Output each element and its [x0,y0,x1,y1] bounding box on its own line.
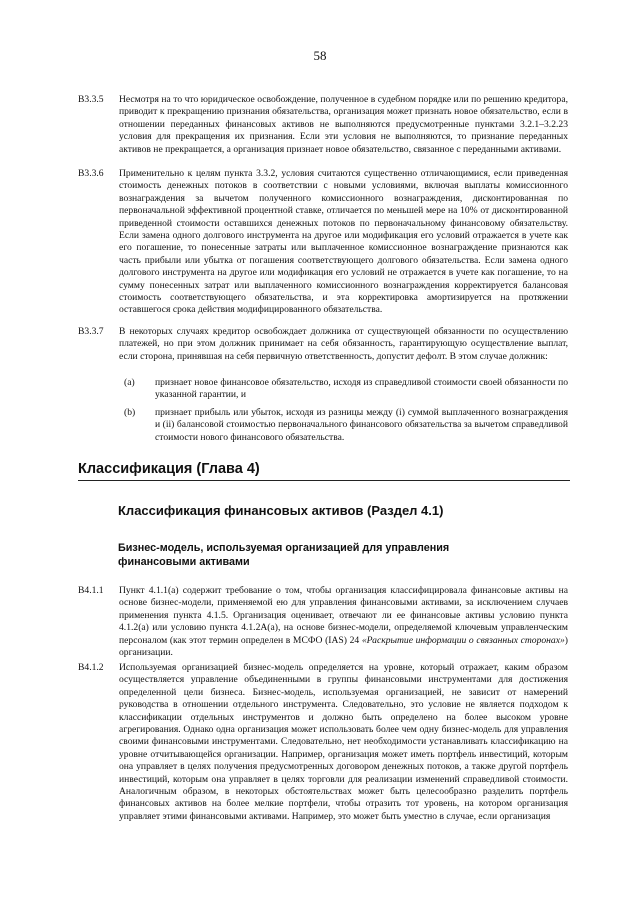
paragraph-b3-3-7 [78,326,568,363]
paragraph-text: В некоторых случаях кредитор освобождает должника от существующей обязанности по осуществлению платежей, но при этом должник принимает на себя обязанность, гарантирующую осуществление выплат, если сторона, принявшая на себя первичную ответственность, допустит дефолт. В этом случае должник: [119,326,568,362]
paragraph-b4-1-2 [78,662,568,823]
subsection-heading: Бизнес-модель, используемая организацией для управления финансовыми активами [118,542,450,568]
paragraph-text: Применительно к целям пункта 3.3.2, условия считаются существенно отличающимися, если приведенная стоимость денежных потоков в соответствии с новыми условиями, включая выплаты комиссионного вознаграждения за вычетом полученного комиссионного вознаграждения, дисконтированная по первоначальной эффективной процентной ставке, отличается по меньшей мере на 10% от дисконтированной приведенной стоимости оставшихся денежных потоков по первоначальному финансовому обязательству. Если замена одного долгового инструмента на другое или модификация его условий отражается в учете как его погашение, то понесенные затраты или выплаченное комиссионное вознаграждение признаются как часть прибыли или убытка от погашения соответствующего долгового обязательства. Если замена одного долгового инструмента на другое или модификация его условий не отражается в учете как погашение, то на сумму понесенных затрат или выплаченного комиссионного вознаграждения корректируется балансовая стоимость соответствующего обязательства, и эта корректировка амортизируется на протяжении оставшегося срока действия модифицированного обязательства. [119,168,568,316]
paragraph-number: B3.3.6 [78,168,104,179]
list-item-a [119,377,568,402]
paragraph-number: B4.1.2 [78,662,104,673]
standard-title: «Раскрытие информации о связанных сторонах» [361,634,565,646]
list-item-text: признает прибыль или убыток, исходя из разницы между (i) суммой выплаченного вознаграждения и (ii) балансовой стоимостью первоначального финансового обязательства за вычетом справедливой стоимости нового финансового обязательства. [155,407,568,443]
paragraph-b4-1-1 [78,585,568,659]
paragraph-b3-3-5 [78,94,568,156]
list-item-label: (b) [124,407,136,418]
paragraph-text-part: Пункт 4.1.1(a) содержит требование о том, чтобы организация классифицировала финансовые активы на основе бизнес-модели, применяемой ею для управления финансовыми активами, за исключением случаев применения пункта 4.1.5. Организация оценивает, отвечают ли ее финансовые активы условию пункта 4.1.2(a) или условию пункта 4.1.2A(a), на основе бизнес-модели, определяемой ключевым управленческим персоналом (как этот термин определен в МСФО (IAS) 24 [119,585,568,646]
section-heading: Классификация финансовых активов (Раздел 4.1) [118,503,444,518]
paragraph-text: Используемая организацией бизнес-модель определяется на уровне, который отражает, каким образом осуществляется управление объединенными в группы финансовыми инструментами для достижения определенной цели бизнеса. Бизнес-модель, используемая организацией, не зависит от намерений руководства в отношении отдельного инструмента. Следовательно, это условие не является подходом к классификации отдельных инструментов и должно быть определено на более высоком уровне агрегирования. Однако одна организация может использовать более чем одну бизнес-модель для управления своими финансовыми инструментами. Следовательно, нет необходимости устанавливать классификацию на уровне отчитывающейся организации. Например, организация может иметь портфель инвестиций, которым она управляет в целях получения предусмотренных договором денежных потоков, а также другой портфель инвестиций, которым она управляет в целях торговли для реализации изменений справедливой стоимости. Аналогичным образом, в некоторых обстоятельствах может быть целесообразно разделить портфель финансовых активов на более мелкие портфели, чтобы отразить тот уровень, на котором организация управляет этими финансовыми активами. Например, это может быть уместно в случае, если организация [119,662,568,822]
list-item-b [119,407,568,444]
list-item-label: (a) [124,377,135,388]
paragraph-number: B4.1.1 [78,585,104,596]
paragraph-number: B3.3.7 [78,326,104,337]
chapter-heading: Классификация (Глава 4) [78,461,260,477]
paragraph-text: Несмотря на то что юридическое освобождение, полученное в судебном порядке или по решению кредитора, приводит к прекращению признания обязательства, организация может признать новое обязательство, если в отношении переданных финансовых активов не выполняются предусмотренные пунктами 3.2.1–3.2.23 условия для прекращения их признания. Если эти условия не выполняются, то признание переданных активов не прекращается, а организация признает новое обязательство, связанное с переданными активами. [119,94,568,155]
heading-rule [78,480,570,481]
paragraph-text [119,585,568,659]
paragraph-text-part: ) организации. [119,634,568,659]
page-number: 58 [313,48,327,63]
paragraph-b3-3-6 [78,168,568,317]
list-item-text: признает новое финансовое обязательство, исходя из справедливой стоимости своей обязанности по указанной гарантии, и [155,377,568,401]
paragraph-number: B3.3.5 [78,94,104,105]
